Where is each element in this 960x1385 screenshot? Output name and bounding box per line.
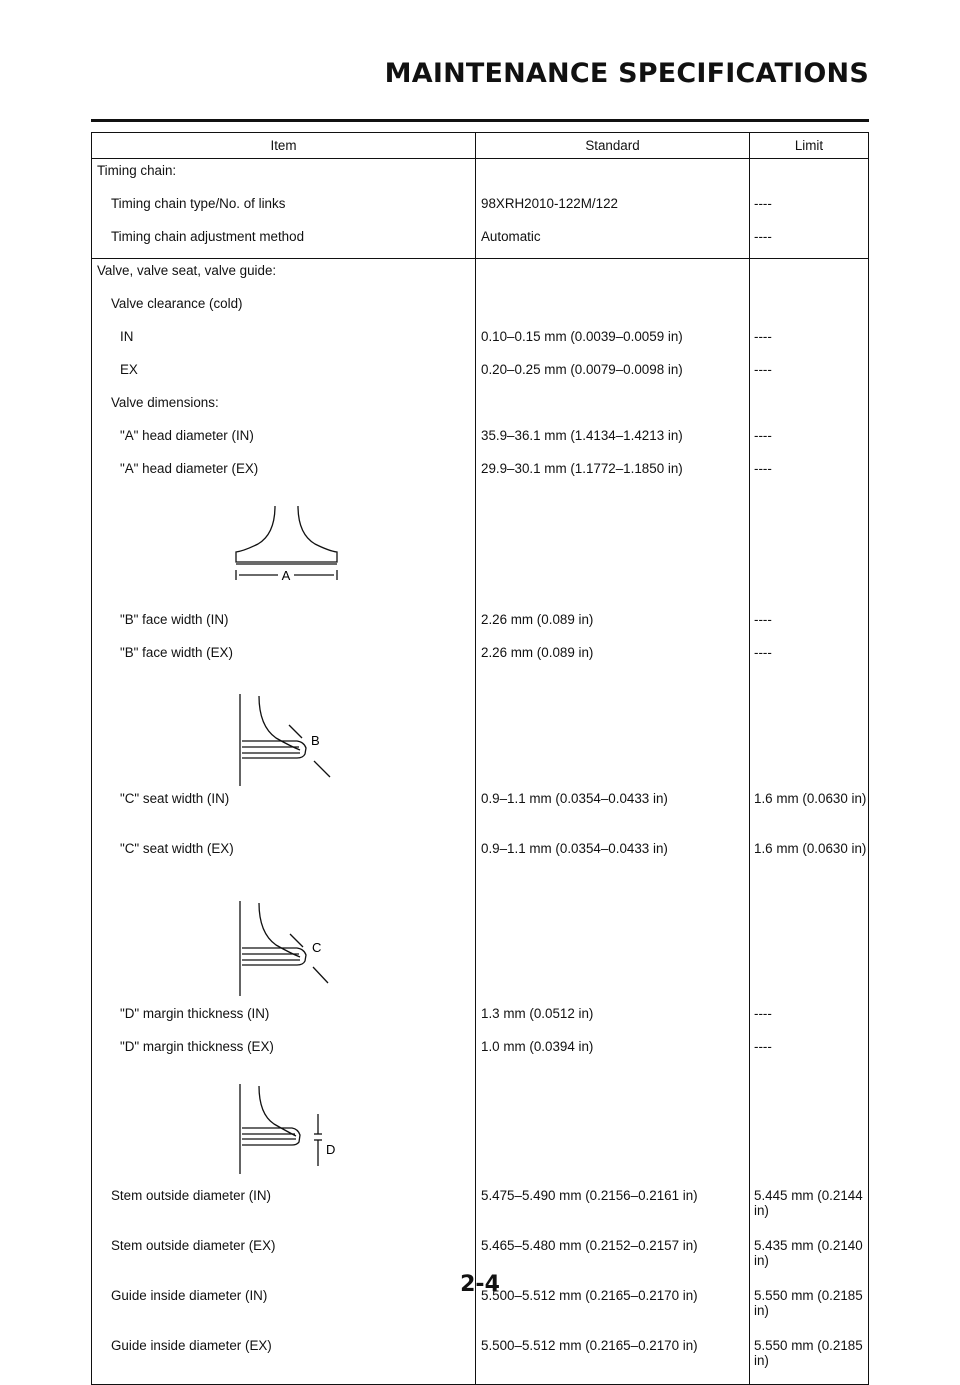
limit-cell: ---- [750, 192, 869, 225]
standard-cell: 5.500–5.512 mm (0.2165–0.2170 in) [476, 1334, 750, 1385]
limit-cell: ---- [750, 225, 869, 259]
table-row [92, 1334, 869, 1385]
column-header-item: Item [92, 133, 476, 159]
item-cell: Timing chain adjustment method [92, 225, 476, 259]
limit-cell: 1.6 mm (0.0630 in) [750, 787, 869, 837]
item-cell: "C" seat width (IN) [92, 787, 476, 837]
limit-cell: ---- [750, 1002, 869, 1035]
standard-cell: 5.475–5.490 mm (0.2156–0.2161 in) [476, 1184, 750, 1234]
figure-row [92, 887, 869, 1002]
table-row [92, 457, 869, 490]
limit-cell: ---- [750, 457, 869, 490]
item-cell: "A" head diameter (EX) [92, 457, 476, 490]
limit-cell: ---- [750, 325, 869, 358]
section-heading-row [92, 259, 869, 293]
limit-cell: 5.445 mm (0.2144 in) [750, 1184, 869, 1234]
standard-cell: 29.9–30.1 mm (1.1772–1.1850 in) [476, 457, 750, 490]
figure-label-b: B [311, 733, 320, 748]
item-cell: "D" margin thickness (IN) [92, 1002, 476, 1035]
table-row [92, 192, 869, 225]
item-cell: EX [92, 358, 476, 391]
item-cell: "B" face width (EX) [92, 641, 476, 674]
valve-face-width-figure [92, 674, 475, 787]
figure-row [92, 490, 869, 608]
limit-cell: 5.435 mm (0.2140 in) [750, 1234, 869, 1284]
standard-cell: 5.500–5.512 mm (0.2165–0.2170 in) [476, 1284, 750, 1334]
figure-label-c: C [312, 940, 322, 955]
standard-cell: 35.9–36.1 mm (1.4134–1.4213 in) [476, 424, 750, 457]
specifications-table [91, 132, 869, 1385]
section-heading: Valve, valve seat, valve guide: [92, 259, 476, 293]
item-cell: Stem outside diameter (IN) [92, 1184, 476, 1234]
table-row [92, 1184, 869, 1234]
table-row [92, 424, 869, 457]
standard-cell: 1.3 mm (0.0512 in) [476, 1002, 750, 1035]
standard-cell: 98XRH2010-122M/122 [476, 192, 750, 225]
item-cell: Guide inside diameter (IN) [92, 1284, 476, 1334]
valve-margin-thickness-figure [92, 1068, 475, 1184]
valve-head-diameter-figure [92, 490, 475, 608]
limit-cell: 1.6 mm (0.0630 in) [750, 837, 869, 887]
table-row [92, 837, 869, 887]
standard-cell: 0.20–0.25 mm (0.0079–0.0098 in) [476, 358, 750, 391]
figure-row [92, 674, 869, 787]
standard-cell: 0.9–1.1 mm (0.0354–0.0433 in) [476, 787, 750, 837]
standard-cell: 2.26 mm (0.089 in) [476, 608, 750, 641]
table-row [92, 225, 869, 259]
subheading-row [92, 292, 869, 325]
column-header-standard: Standard [476, 133, 750, 159]
limit-cell: ---- [750, 641, 869, 674]
standard-cell: 1.0 mm (0.0394 in) [476, 1035, 750, 1068]
limit-cell: ---- [750, 608, 869, 641]
figure-label-a: A [281, 568, 291, 583]
limit-cell: ---- [750, 358, 869, 391]
item-cell: "A" head diameter (IN) [92, 424, 476, 457]
limit-cell: 5.550 mm (0.2185 in) [750, 1284, 869, 1334]
standard-cell: 2.26 mm (0.089 in) [476, 641, 750, 674]
item-cell: IN [92, 325, 476, 358]
table-row [92, 608, 869, 641]
title-rule [91, 119, 869, 122]
subheading-row [92, 391, 869, 424]
standard-cell: 0.9–1.1 mm (0.0354–0.0433 in) [476, 837, 750, 887]
limit-cell: ---- [750, 424, 869, 457]
standard-cell: Automatic [476, 225, 750, 259]
table-row [92, 358, 869, 391]
table-header-row [92, 133, 869, 159]
item-cell: Stem outside diameter (EX) [92, 1234, 476, 1284]
standard-cell: 5.465–5.480 mm (0.2152–0.2157 in) [476, 1234, 750, 1284]
standard-cell: 0.10–0.15 mm (0.0039–0.0059 in) [476, 325, 750, 358]
subheading: Valve clearance (cold) [92, 292, 476, 325]
page-number: 2-4 [460, 1272, 500, 1297]
limit-cell: 5.550 mm (0.2185 in) [750, 1334, 869, 1385]
table-row [92, 325, 869, 358]
section-heading: Timing chain: [92, 159, 476, 193]
valve-seat-width-figure [92, 887, 475, 1002]
figure-row [92, 1068, 869, 1184]
item-cell: Guide inside diameter (EX) [92, 1334, 476, 1385]
table-row [92, 1002, 869, 1035]
figure-label-d: D [326, 1142, 336, 1157]
table-row [92, 1035, 869, 1068]
item-cell: "B" face width (IN) [92, 608, 476, 641]
limit-cell: ---- [750, 1035, 869, 1068]
subheading: Valve dimensions: [92, 391, 476, 424]
column-header-limit: Limit [750, 133, 869, 159]
item-cell: Timing chain type/No. of links [92, 192, 476, 225]
table-row [92, 787, 869, 837]
section-heading-row [92, 159, 869, 193]
item-cell: "C" seat width (EX) [92, 837, 476, 887]
item-cell: "D" margin thickness (EX) [92, 1035, 476, 1068]
page-title: MAINTENANCE SPECIFICATIONS [384, 58, 869, 89]
table-row [92, 641, 869, 674]
